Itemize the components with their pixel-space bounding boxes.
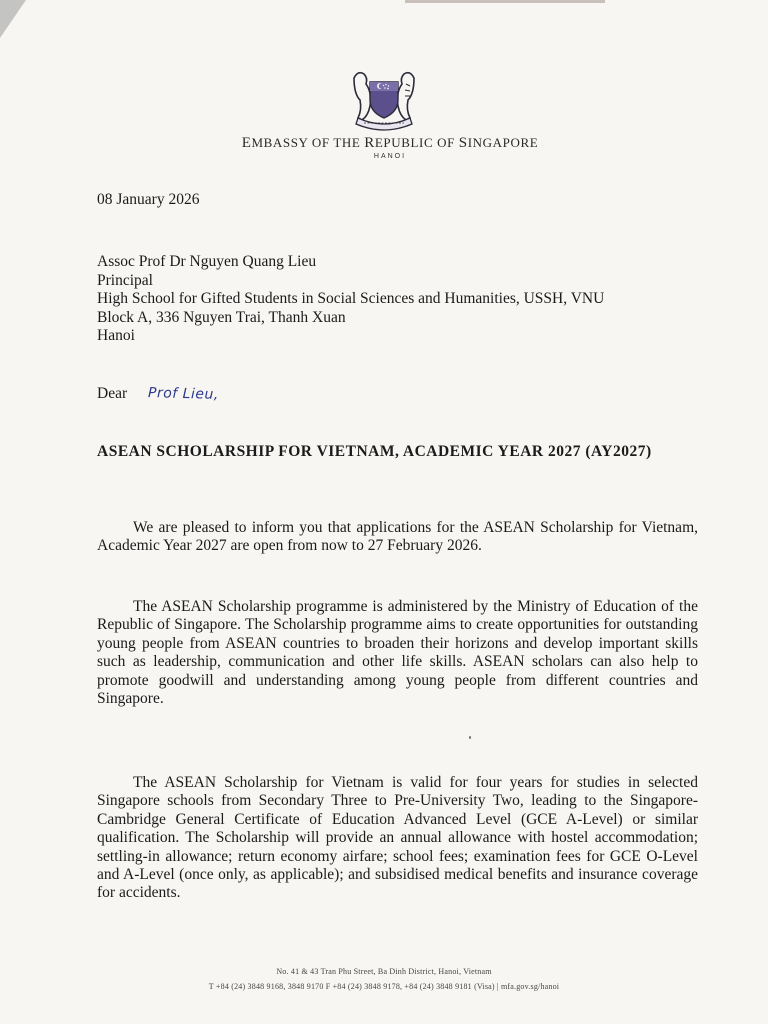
body-paragraph-1: We are pleased to inform you that applications for the ASEAN Scholarship for Vietnam, Academic Year 2027 are open from now to 27 February 2026. (97, 519, 698, 555)
title-initial-s: S (458, 135, 468, 151)
title-part-3: INGAPORE (467, 135, 539, 150)
subject-heading: ASEAN SCHOLARSHIP FOR VIETNAM, ACADEMIC YEAR 2027 (AY2027) (97, 443, 652, 460)
title-initial-e: E (241, 135, 252, 151)
recipient-name: Assoc Prof Dr Nguyen Quang Lieu (97, 253, 317, 270)
title-part-1: MBASSY OF THE (251, 135, 365, 150)
footer-contact: T +84 (24) 3848 9168, 3848 9170 F +84 (24) 3848 9178, +84 (24) 3848 9181 (Visa) | mfa.gov.sg/hanoi (208, 982, 560, 991)
embassy-title (0, 135, 768, 152)
footer-address: No. 41 & 43 Tran Phu Street, Ba Dinh District, Hanoi, Vietnam (276, 967, 492, 976)
recipient-institution: High School for Gifted Students in Social Sciences and Humanities, USSH, VNU (97, 290, 605, 307)
handwritten-salutation: Prof Lieu, (147, 385, 219, 403)
recipient-street: Block A, 336 Nguyen Trai, Thanh Xuan (97, 308, 346, 326)
letter-date: 08 January 2026 (97, 191, 200, 208)
embassy-city: HANOI (373, 153, 407, 160)
recipient-city: Hanoi (97, 327, 135, 344)
recipient-address-block (97, 253, 604, 346)
folded-corner (0, 0, 26, 38)
title-initial-r: R (364, 135, 375, 151)
body-paragraph-3: The ASEAN Scholarship for Vietnam is valid for four years for studies in selected Singapore schools from Secondary Three to Pre-University Two, leading to the Singapore-Cambridge General Certificate of Education Advanced Level (GCE A-Level) or similar qualification. The Scholarship will provide an annual allowance with hostel accommodation; settling-in allowance; return economy airfare; school fees; examination fees for GCE O-Level and A-Level (once only, as applicable); and subsidised medical benefits and insurance coverage for accidents. (97, 774, 698, 902)
paper-speck (469, 736, 471, 739)
paper-edge-mark (405, 0, 605, 3)
title-part-2: EPUBLIC OF (374, 135, 459, 150)
salutation: Dear (97, 385, 128, 402)
coat-of-arms-icon (348, 68, 420, 136)
body-paragraph-2: The ASEAN Scholarship programme is administered by the Ministry of Education of the Republic of Singapore. The Scholarship programme aims to create opportunities for outstanding young people from ASEAN countries to broaden their horizons and develop important skills such as leadership, communication and other life skills. ASEAN scholars can also help to promote goodwill and understanding among young people from different countries and Singapore. (97, 598, 698, 708)
recipient-position: Principal (97, 271, 153, 289)
